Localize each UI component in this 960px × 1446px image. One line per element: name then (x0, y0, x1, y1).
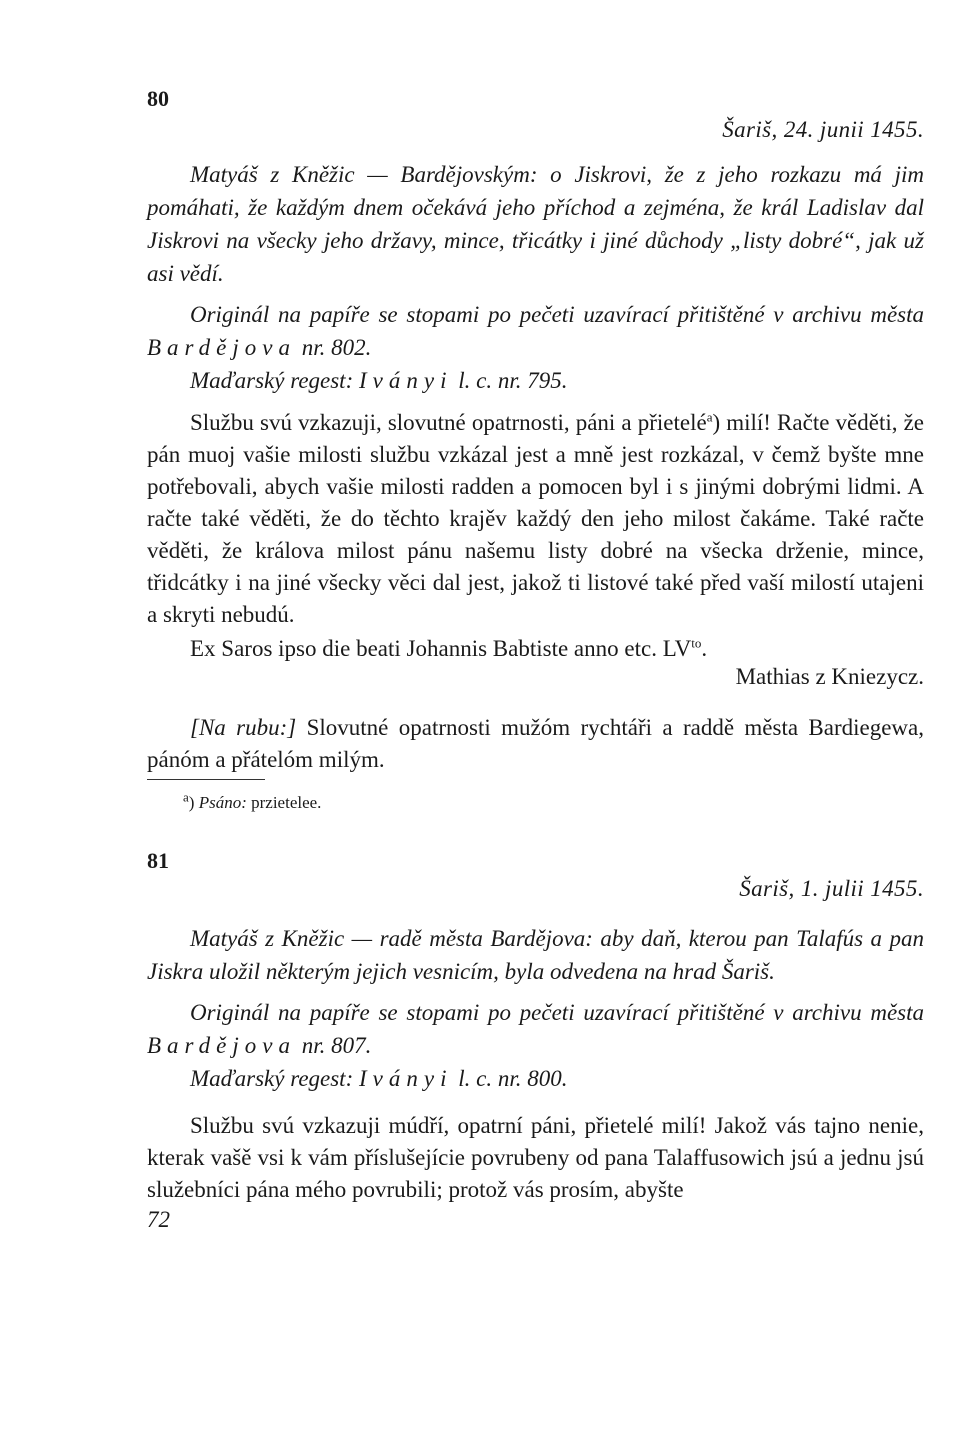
doc-80-date: Šariš, 24. junii 1455. (722, 117, 924, 142)
regest-original: Originál na papíře se stopami po pečeti uzavírací přitištěné v archivu města Bardějova nr. 807. (147, 1000, 924, 1058)
regest-hungarian: Maďarský regest: Iványi l. c. nr. 795. (190, 368, 568, 393)
doc-81-date: Šariš, 1. julii 1455. (739, 876, 924, 901)
doc-81-text (147, 1110, 924, 1206)
doc-80-regest (147, 158, 924, 397)
regest-summary: Matyáš z Kněžic — radě města Bardějova: aby daň, kterou pan Talafús a pan Jiskra uložil některým jejich vesnicím, byla odvedena na hrad Šariš. (147, 926, 924, 984)
bottom-page-number: 72 (147, 1207, 170, 1232)
doc-81-number: 81 (147, 848, 169, 873)
doc-80-text (147, 407, 924, 665)
regest-original: Originál na papíře se stopami po pečeti uzavírací přitištěné v archivu města Bardějova nr. 802. (147, 302, 924, 360)
regest-summary: Matyáš z Kněžic — Bardějovským: o Jiskrovi, že z jeho rozkazu má jim pomáhati, že každým dnem očekává jeho příchod a zejména, že král Ladislav dal Jiskrovi na všecky jeho državy, mince, třicátky i jiné důchody „listy dobré“, jak už asi vědí. (147, 162, 924, 286)
letter-dating: Ex Saros ipso die beati Johannis Babtiste anno etc. $LV^{to}$. (190, 635, 708, 661)
page-number: 80 (147, 86, 169, 111)
address-on-back: [Na rubu:] Slovutné opatrnosti mužóm rychtáři a raddě města Bardiegewa, pánóm a přátelóm milým. (147, 715, 925, 772)
regest-hungarian: Maďarský regest: Iványi l. c. nr. 800. (190, 1066, 568, 1091)
footnote-rule (147, 779, 265, 780)
footnote: $^a$) Psáno: przietelee. (183, 789, 322, 812)
signature: Mathias z Kniezycz. (735, 664, 924, 689)
letter-body: Službu svú vzkazuji múdří, opatrní páni, přietelé milí! Jakož vás tajno nenie, kterak vašě vsi k vám příslušejície povrubeny od pana Talaffusowich jsú a jednu jsú služebníci pána mého povrubili; protož vás prosím, abyšte (147, 1113, 924, 1202)
letter-body: Službu svú vzkazuji, slovutné opatrnosti, páni a přietelé$^a$) milí! Račte věděti, že pán muoj vašie milosti službu vzkázal jest a mně jest rozkázal, v čemž byšte mne potřebovali, abych vašie milosti radden a pomocen byl i s jinými dobrými lidmi. A račte také věděti, že do těchto krajěv každý den jeho milost čakáme. Také račte věděti, že králova milost pánu našemu listy dobré na všecka drženie, mince, třidcátky i na jiné všecky věci dal jest, jakož ti listové také před vaší milostí utajeni a skryti nebudú. (147, 409, 924, 627)
doc-81-regest (147, 922, 924, 1095)
